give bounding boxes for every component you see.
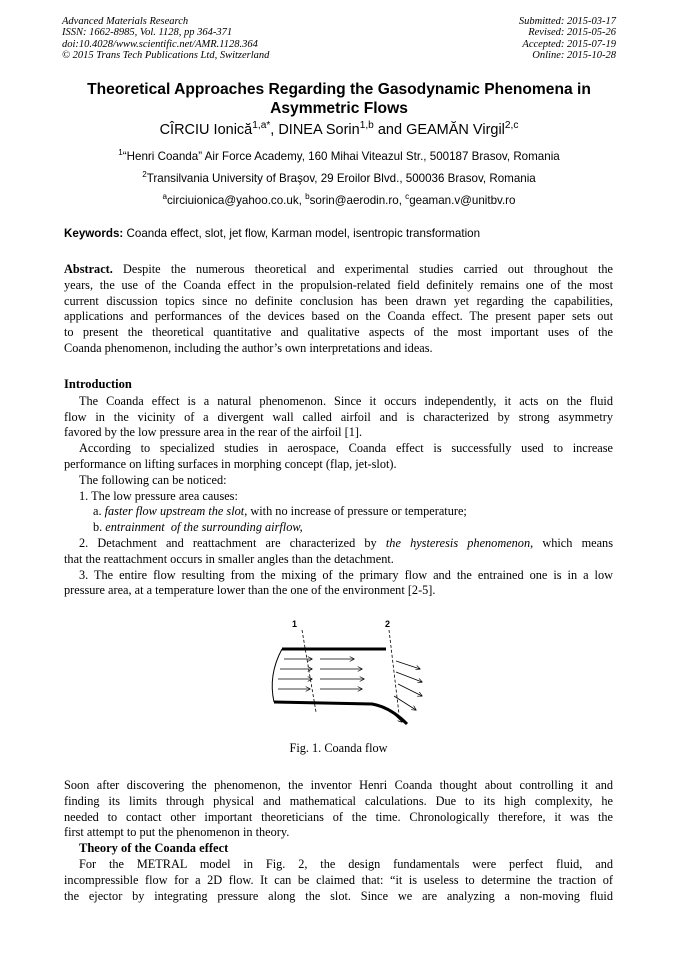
journal-name: Advanced Materials Research — [62, 16, 189, 27]
list-a-italic: faster flow upstream the slot — [104, 504, 245, 519]
intro-line-12: 3. The entire flow resulting from the mixing of the primary flow and the entrained one is in a low — [79, 567, 613, 582]
body-line-2: finding its limits through physical and mathematical calculations. Due to its high complexity, he — [64, 793, 613, 808]
flow-arrows — [278, 659, 422, 722]
date-accepted: Accepted: 2015-07-19 — [522, 38, 616, 50]
affiliation-2-text: Transilvania University of Braşov, 29 Eroilor Blvd., 500036 Brasov, Romania — [146, 172, 536, 185]
abstract — [64, 262, 613, 357]
paper-title — [60, 81, 618, 118]
intro-line-3: favored by the low pressure area in the rear of the airfoil [1]. — [64, 425, 363, 440]
intro-line-5: performance on lifting surfaces in morphing concept (flap, jet-slot). — [64, 456, 397, 471]
author-3: GEAMĂN Virgil — [406, 122, 505, 138]
section-line-1 — [302, 630, 316, 712]
author-1: CÎRCIU Ionică — [159, 122, 253, 138]
abstract-line-5: to present the theoretical quantitative and qualitative aspects of the most important uses of the — [64, 325, 613, 340]
author-sep-2: and — [373, 122, 407, 138]
author-3-sup: 2,c — [504, 120, 519, 132]
author-sep-1: , — [270, 122, 279, 138]
abstract-label: Abstract. — [64, 262, 113, 276]
author-list — [60, 122, 618, 138]
introduction-section — [64, 377, 613, 599]
body-line-1: Soon after discovering the phenomenon, the inventor Henri Coanda thought about controlling it and — [64, 778, 613, 792]
keywords-text: Coanda effect, slot, jet flow, Karman model, isentropic transformation — [123, 227, 481, 240]
section-line-2 — [389, 630, 399, 714]
submission-dates — [519, 16, 616, 62]
figure-label-1: 1 — [292, 619, 298, 629]
abstract-line-4: applications and performances of the devices based on the Coanda effect. The present paper sets out — [64, 309, 613, 324]
author-emails — [60, 194, 618, 207]
list-a-marker: a. — [93, 504, 105, 519]
journal-info — [62, 16, 269, 62]
title-line-1: Theoretical Approaches Regarding the Gasodynamic Phenomena in — [87, 81, 591, 98]
list-b-italic: entrainment of the surrounding airflow, — [105, 520, 303, 535]
author-1-sup: 1,a* — [252, 120, 271, 132]
affiliation-2-sup: 2 — [142, 170, 147, 180]
author-2-sup: 1,b — [359, 120, 374, 132]
abstract-line-1 — [64, 262, 613, 278]
abstract-line-3: current discussion topics since no definite conclusion has been drawn yet regarding the capabilities, — [64, 293, 613, 308]
body-line-3: needed to contact other important theoreticians of the time. Chronologically therefore, it was the — [64, 809, 613, 824]
title-line-2: Asymmetric Flows — [270, 99, 408, 117]
author-2: DINEA Sorin — [278, 122, 360, 138]
date-revised: Revised: 2015-05-26 — [528, 27, 616, 39]
journal-doi: doi:10.4028/www.scientific.net/AMR.1128.364 — [62, 38, 258, 50]
body-line-7: the ejector by integrating pressure along the slot. Since we are analyzing a non-moving fluid — [64, 888, 613, 903]
item-2-text: 2. Detachment and reattachment are characterized by — [79, 535, 386, 550]
intro-line-13: pressure area, at a temperature lower than the one of the environment [2-5]. — [64, 583, 436, 598]
introduction-heading: Introduction — [64, 377, 132, 391]
keywords-label: Keywords: — [64, 227, 124, 240]
item-2-italic: the hysteresis phenomenon — [385, 535, 531, 550]
intro-line-8 — [64, 504, 613, 520]
intro-line-9 — [64, 520, 613, 536]
intro-line-11: that the reattachment occurs in smaller angles than the detachment. — [64, 551, 394, 566]
abstract-line-6: Coanda phenomenon, including the author’s own interpretations and ideas. — [64, 340, 433, 355]
intro-line-7: 1. The low pressure area causes: — [79, 488, 238, 503]
intro-line-4: According to specialized studies in aerospace, Coanda effect is successfully used to increase — [79, 441, 613, 456]
list-b-marker: b. — [93, 520, 106, 535]
email-a-sup: a — [162, 192, 167, 202]
affiliation-1-sup: 1 — [118, 148, 123, 158]
date-online: Online: 2015-10-28 — [532, 50, 616, 62]
body-line-5: For the METRAL model in Fig. 2, the design fundamentals were perfect fluid, and — [79, 856, 613, 871]
body-line-6: incompressible flow for a 2D flow. It can be claimed that: “it is useless to determine the traction of — [64, 872, 613, 887]
intro-line-6: The following can be noticed: — [79, 472, 227, 487]
intro-line-1: The Coanda effect is a natural phenomenon. Since it occurs independently, it acts on the fluid — [79, 393, 613, 408]
date-submitted: Submitted: 2015-03-17 — [518, 16, 616, 27]
abstract-line-2: years, the use of the Coanda effect in the propulsion-related field definitely remains one of the most — [64, 277, 613, 292]
keywords — [64, 227, 616, 240]
body-line-4: first attempt to put the phenomenon in theory. — [64, 825, 290, 840]
abstract-text-1: Despite the numerous theoretical and experimental studies carried out throughout the — [112, 262, 613, 276]
figure-label-2: 2 — [385, 619, 391, 629]
list-a-rest: , with no increase of pressure or temperature; — [244, 504, 467, 519]
intro-line-2: flow in the vicinity of a divergent wall called airfoil and is characterized by strong asymmetry — [64, 409, 613, 424]
email-b-sup: b — [305, 192, 310, 202]
coanda-airfoil — [274, 702, 407, 724]
theory-heading: Theory of the Coanda effect — [79, 841, 229, 856]
email-c-sup: c — [405, 192, 410, 202]
affiliation-1 — [60, 150, 618, 163]
inlet-boundary — [272, 649, 282, 702]
item-2-rest: , which means — [530, 535, 613, 550]
email-a: circiuionica@yahoo.co.uk, — [167, 194, 306, 207]
body-section — [64, 778, 613, 904]
intro-line-10 — [64, 536, 613, 552]
email-c: geaman.v@unitbv.ro — [409, 194, 516, 207]
figure-caption: Fig. 1. Coanda flow — [289, 741, 388, 755]
coanda-flow-figure — [262, 612, 432, 737]
affiliation-1-text: “Henri Coanda” Air Force Academy, 160 Mihai Viteazul Str., 500187 Brasov, Romania — [122, 150, 560, 163]
journal-copyright: © 2015 Trans Tech Publications Ltd, Switzerland — [62, 50, 270, 62]
affiliation-2 — [60, 172, 618, 185]
journal-issn: ISSN: 1662-8985, Vol. 1128, pp 364-371 — [62, 27, 233, 39]
email-b: sorin@aerodin.ro, — [309, 194, 406, 207]
